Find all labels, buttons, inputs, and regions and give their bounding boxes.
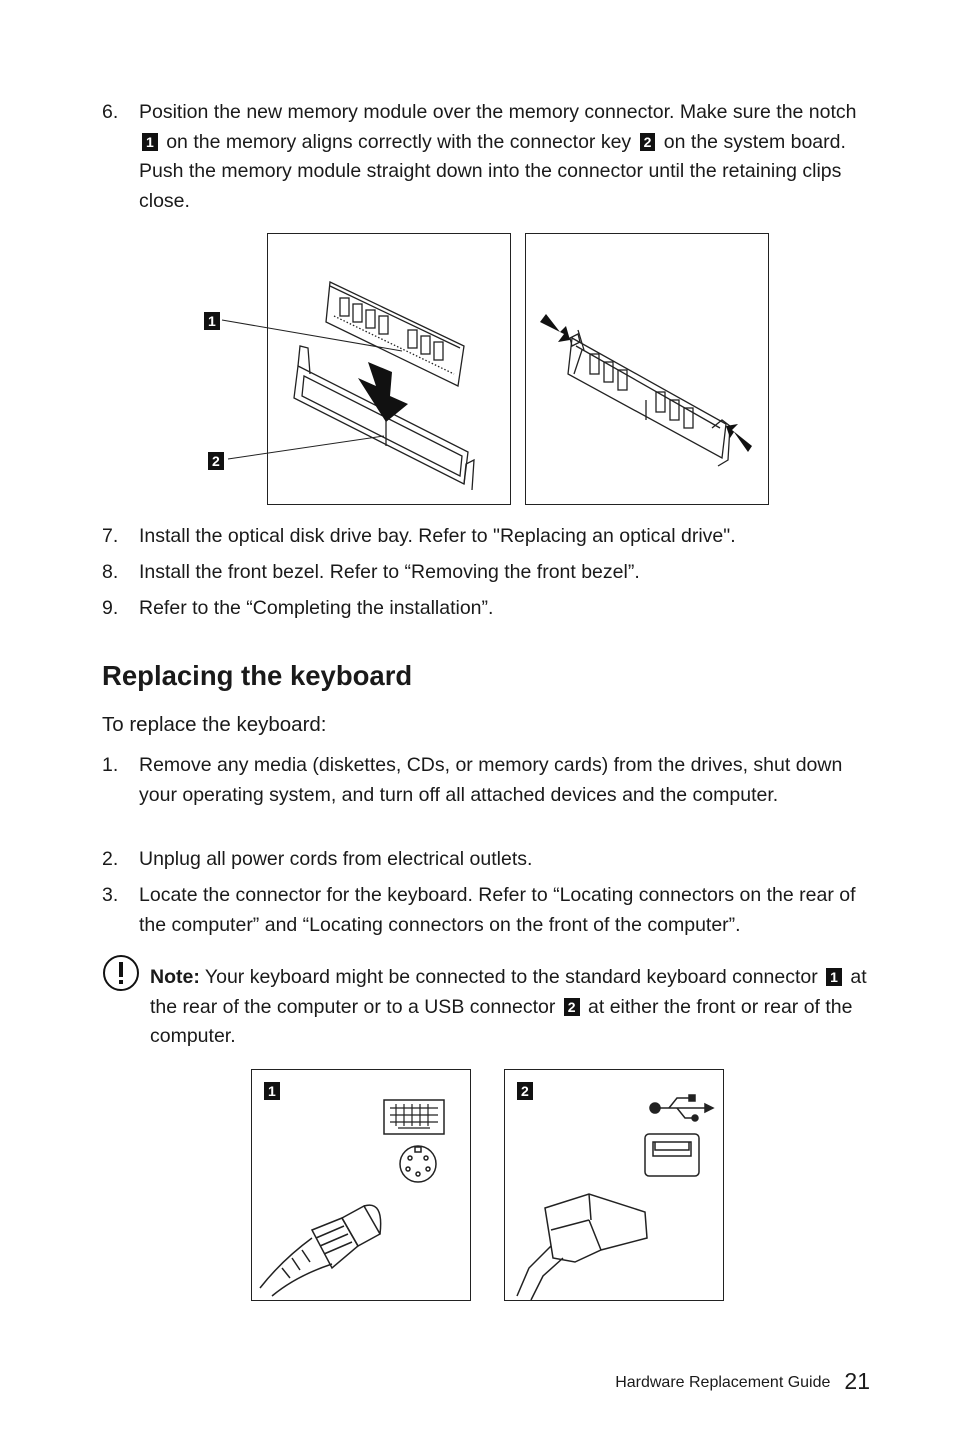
memory-insert-figure — [267, 233, 511, 505]
step-number: 8. — [102, 561, 119, 583]
note-text-part: at the rear of the computer or to a USB connector — [150, 966, 867, 1018]
step-number: 6. — [102, 101, 119, 123]
keyboard-step-3 — [102, 881, 882, 940]
step-9 — [102, 594, 882, 624]
attention-icon — [102, 954, 140, 992]
step-text: Locate the connector for the keyboard. Refer to “Locating connectors on the rear of the computer” and “Locating connectors on the front of the computer”. — [139, 884, 856, 936]
step-number: 1. — [102, 754, 119, 776]
step-number: 7. — [102, 525, 119, 547]
callout-badge: 1 — [826, 968, 842, 986]
memory-insert-illustration — [268, 234, 510, 504]
step-text: Install the front bezel. Refer to “Removing the front bezel”. — [139, 561, 640, 583]
note-label: Note: — [150, 966, 200, 988]
step-text: Unplug all power cords from electrical outlets. — [139, 848, 533, 870]
step-6 — [102, 98, 882, 216]
page-footer — [615, 1368, 870, 1395]
step-text-part: on the memory aligns correctly with the connector key — [160, 130, 637, 153]
step-number: 9. — [102, 597, 119, 619]
callout-badge: 2 — [564, 998, 580, 1016]
memory-seated-illustration — [526, 234, 768, 504]
step-text: Refer to the “Completing the installation”. — [139, 597, 494, 619]
step-text: Install the optical disk drive bay. Refer to "Replacing an optical drive". — [139, 525, 736, 547]
step-text-part: on the system board. Push the memory module straight down into the connector until the retaining clips close. — [139, 130, 846, 212]
callout-badge: 2 — [208, 452, 224, 470]
step-number: 3. — [102, 884, 119, 906]
step-text: Remove any media (diskettes, CDs, or memory cards) from the drives, shut down your operating system, and turn off all attached devices and the computer. — [139, 754, 843, 806]
step-8 — [102, 558, 882, 588]
section-title: Replacing the keyboard — [102, 660, 413, 691]
usb-connector-figure — [504, 1069, 724, 1301]
keyboard-step-1 — [102, 751, 882, 810]
callout-badge: 2 — [517, 1082, 533, 1100]
step-number: 2. — [102, 848, 119, 870]
keyboard-step-2 — [102, 845, 882, 875]
ps2-connector-illustration — [252, 1070, 470, 1300]
keyboard-connector-figure — [251, 1069, 471, 1301]
step-7 — [102, 522, 882, 552]
page-number: 21 — [844, 1368, 870, 1394]
callout-badge: 1 — [204, 312, 220, 330]
subsection-title: To replace the keyboard: — [102, 713, 327, 736]
note-text-part: at either the front or rear of the computer. — [150, 995, 853, 1047]
note — [150, 963, 870, 1052]
note-text-part: Your keyboard might be connected to the standard keyboard connector — [199, 966, 824, 988]
callout-badge: 1 — [142, 133, 158, 151]
step-text-part: Position the new memory module over the memory connector. Make sure the notch — [139, 101, 857, 123]
callout-badge: 2 — [640, 133, 656, 151]
callout-badge: 1 — [264, 1082, 280, 1100]
memory-seated-figure — [525, 233, 769, 505]
footer-title: Hardware Replacement Guide — [615, 1374, 831, 1391]
usb-connector-illustration — [505, 1070, 723, 1300]
step-text — [139, 98, 882, 216]
